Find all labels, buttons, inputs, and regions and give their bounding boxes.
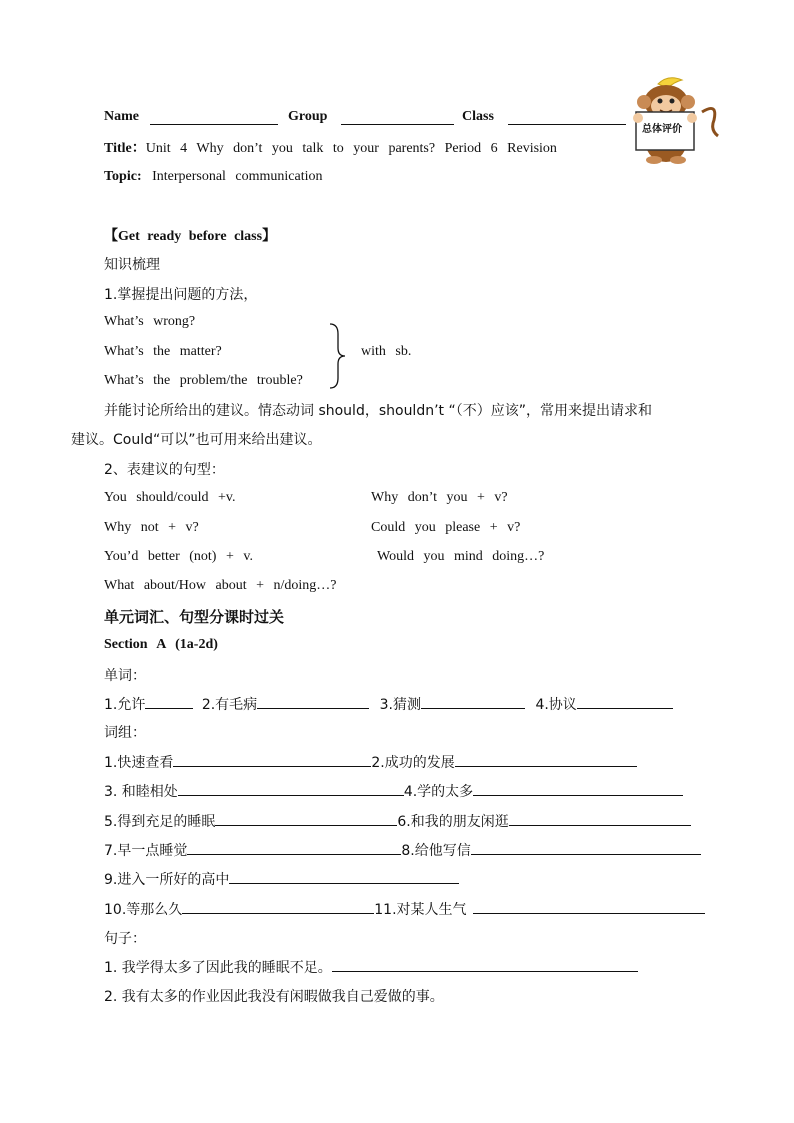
phrase-row-4 bbox=[104, 840, 701, 860]
words-row bbox=[104, 694, 673, 714]
question-3: What’s the problem/the trouble? bbox=[104, 373, 303, 388]
unit-heading: 单元词汇、句型分课时过关 bbox=[104, 608, 285, 626]
phrase-row-2 bbox=[104, 781, 683, 801]
word-2: 2.有毛病 bbox=[201, 697, 258, 713]
sentence-1-blank[interactable] bbox=[332, 957, 638, 972]
title-text: Unit 4 Why don’t you talk to your parents? Period 6 Revision bbox=[145, 141, 557, 156]
phrase-7-blank[interactable] bbox=[187, 840, 401, 855]
topic-text: Interpersonal communication bbox=[152, 169, 323, 184]
phrase-1-blank[interactable] bbox=[173, 752, 371, 767]
pattern-right-1: Why don’t you + v? bbox=[371, 490, 508, 505]
with-sb: with sb. bbox=[361, 344, 412, 359]
word-1: 1.允许 bbox=[104, 697, 146, 713]
prepare-subheading: 知识梳理 bbox=[104, 257, 160, 273]
pattern-right-3: Would you mind doing…? bbox=[377, 549, 545, 564]
prepare-heading: 【Get ready before class】 bbox=[104, 229, 277, 244]
name-field[interactable] bbox=[150, 110, 278, 125]
phrase-2-blank[interactable] bbox=[455, 752, 637, 767]
paragraph-line-2: 建议。Could“可以”也可用来给出建议。 bbox=[71, 432, 322, 448]
phrase-4-blank[interactable] bbox=[473, 781, 683, 796]
phrase-9-blank[interactable] bbox=[229, 869, 459, 884]
pattern-left-4: What about/How about + n/doing…? bbox=[104, 578, 337, 593]
sentence-2: 2. 我有太多的作业因此我没有闲暇做我自己爱做的事。 bbox=[104, 989, 444, 1005]
topic-label: Topic: bbox=[104, 169, 142, 184]
word-1-blank[interactable] bbox=[145, 694, 193, 709]
paragraph-line-1: 并能讨论所给出的建议。情态动词 should，shouldn’t “（不）应该”，常用来提出请求和 bbox=[104, 403, 652, 419]
word-2-blank[interactable] bbox=[257, 694, 369, 709]
sentences-label: 句子： bbox=[104, 931, 146, 947]
pattern-left-1: You should/could +v. bbox=[104, 490, 236, 505]
sentence-1: 1. 我学得太多了因此我的睡眠不足。 bbox=[104, 960, 332, 976]
phrase-row-3 bbox=[104, 811, 691, 831]
phrase-6-blank[interactable] bbox=[509, 811, 691, 826]
name-label: Name bbox=[104, 109, 139, 124]
phrase-3-blank[interactable] bbox=[178, 781, 404, 796]
phrase-row-5 bbox=[104, 869, 459, 889]
phrase-11-blank[interactable] bbox=[473, 899, 705, 914]
item-1: 1.掌握提出问题的方法， bbox=[104, 287, 258, 303]
phrase-3: 3. 和睦相处 bbox=[104, 784, 178, 800]
class-field[interactable] bbox=[508, 110, 626, 125]
word-3: 3.猜测 bbox=[379, 697, 421, 713]
topic-line bbox=[104, 168, 323, 185]
word-4: 4.协议 bbox=[535, 697, 577, 713]
item-2: 2、表建议的句型： bbox=[104, 462, 225, 478]
phrase-8-blank[interactable] bbox=[471, 840, 701, 855]
pattern-right-2: Could you please + v? bbox=[371, 520, 521, 535]
phrase-11: 11.对某人生气 bbox=[374, 902, 467, 918]
group-label: Group bbox=[288, 109, 328, 124]
phrase-10-blank[interactable] bbox=[182, 899, 374, 914]
section-heading: Section A (1a-2d) bbox=[104, 637, 218, 652]
words-label: 单词： bbox=[104, 668, 146, 684]
phrase-5-blank[interactable] bbox=[215, 811, 397, 826]
title-label: Title： bbox=[104, 141, 146, 156]
pattern-left-2: Why not + v? bbox=[104, 520, 199, 535]
title-line bbox=[104, 137, 557, 157]
phrase-2: 2.成功的发展 bbox=[371, 755, 455, 771]
phrase-row-6 bbox=[104, 899, 705, 919]
phrase-1: 1.快速查看 bbox=[104, 755, 174, 771]
phrase-5: 5.得到充足的睡眠 bbox=[104, 814, 216, 830]
group-field[interactable] bbox=[341, 110, 454, 125]
question-1: What’s wrong? bbox=[104, 314, 196, 329]
badge-text: 总体评价 bbox=[642, 124, 682, 135]
sentence-row-1 bbox=[104, 957, 638, 977]
word-3-blank[interactable] bbox=[421, 694, 525, 709]
word-4-blank[interactable] bbox=[577, 694, 673, 709]
phrase-6: 6.和我的朋友闲逛 bbox=[397, 814, 509, 830]
phrase-row-1 bbox=[104, 752, 637, 772]
phrase-8: 8.给他写信 bbox=[401, 843, 471, 859]
phrases-label: 词组： bbox=[104, 725, 146, 741]
phrase-4: 4.学的太多 bbox=[403, 784, 474, 800]
right-brace-icon bbox=[326, 322, 348, 390]
class-label: Class bbox=[462, 109, 494, 124]
monkey-evaluation-badge bbox=[630, 72, 720, 167]
phrase-10: 10.等那么久 bbox=[104, 902, 183, 918]
pattern-left-3: You’d better (not) + v. bbox=[104, 549, 253, 564]
phrase-7: 7.早一点睡觉 bbox=[104, 843, 188, 859]
question-2: What’s the matter? bbox=[104, 344, 222, 359]
phrase-9: 9.进入一所好的高中 bbox=[104, 872, 230, 888]
